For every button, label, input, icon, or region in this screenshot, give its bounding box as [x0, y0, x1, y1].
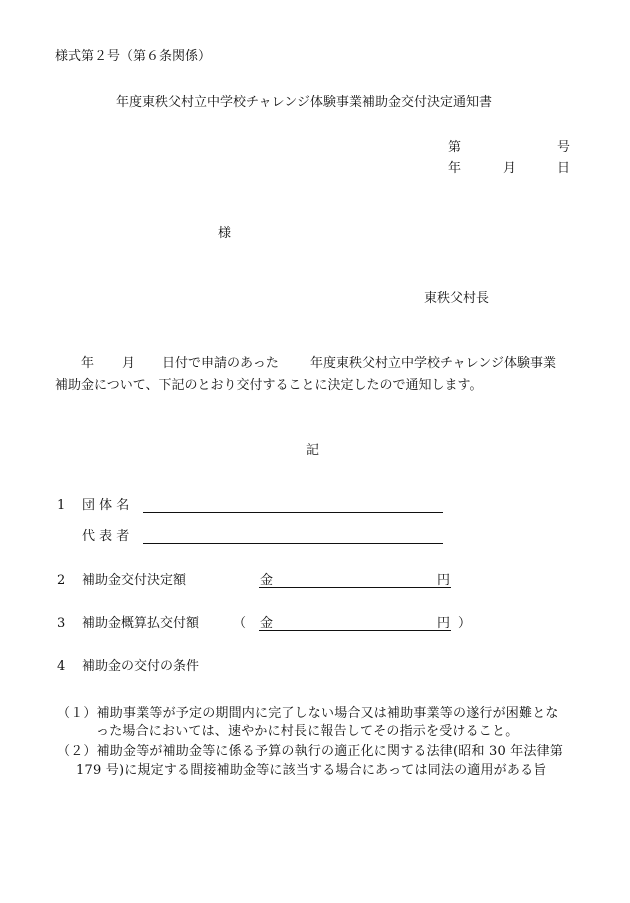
grant-amount-label: 補助金交付決定額	[82, 573, 187, 588]
advance-amount-prefix: 金	[260, 616, 274, 631]
advance-amount-field[interactable]	[259, 630, 451, 631]
form-label: 様式第２号（第６条関係）	[55, 49, 212, 64]
document-number-go: 号	[557, 140, 571, 155]
item-3-number: 3	[57, 616, 66, 631]
representative-field[interactable]	[143, 543, 443, 544]
item-4-number: 4	[57, 659, 66, 674]
date-year: 年	[448, 161, 462, 176]
grant-amount-field[interactable]	[259, 587, 451, 588]
advance-open-paren: （	[233, 616, 247, 631]
body-day-text: 日付で申請のあった	[162, 356, 279, 371]
representative-label: 代 表 者	[82, 529, 130, 544]
date-month: 月	[503, 161, 517, 176]
advance-close-paren: ）	[458, 616, 472, 631]
organization-label: 団 体 名	[82, 498, 130, 513]
organization-field[interactable]	[143, 512, 443, 513]
issuer-name: 東秩父村長	[424, 291, 490, 306]
advance-amount-label: 補助金概算払交付額	[82, 616, 200, 631]
grant-amount-prefix: 金	[260, 573, 274, 588]
body-month: 月	[122, 356, 136, 371]
item-1-number: 1	[57, 498, 66, 513]
condition-1-line-1: （１）補助事業等が予定の期間内に完了しない場合又は補助事業等の遂行が困難とな	[57, 706, 559, 721]
condition-2-line-1: （２）補助金等が補助金等に係る予算の執行の適正化に関する法律(昭和 30 年法律第	[57, 744, 564, 759]
body-program-text: 年度東秩父村立中学校チャレンジ体験事業	[310, 356, 556, 371]
conditions-label: 補助金の交付の条件	[82, 659, 200, 674]
record-heading: 記	[306, 443, 320, 458]
item-2-number: 2	[57, 573, 66, 588]
condition-2-line-2: 179 号)に規定する間接補助金等に該当する場合にあっては同法の適用がある旨	[76, 763, 547, 778]
document-title: 年度東秩父村立中学校チャレンジ体験事業補助金交付決定通知書	[116, 95, 492, 110]
date-day: 日	[557, 161, 571, 176]
addressee-honorific: 様	[218, 226, 232, 241]
grant-amount-suffix: 円	[437, 573, 451, 588]
document-number-dai: 第	[448, 140, 462, 155]
body-year: 年	[81, 356, 95, 371]
advance-amount-suffix: 円	[437, 616, 451, 631]
body-line-2: 補助金について、下記のとおり交付することに決定したので通知します。	[55, 378, 483, 393]
condition-1-line-2: った場合においては、速やかに村長に報告してその指示を受けること。	[96, 724, 519, 739]
